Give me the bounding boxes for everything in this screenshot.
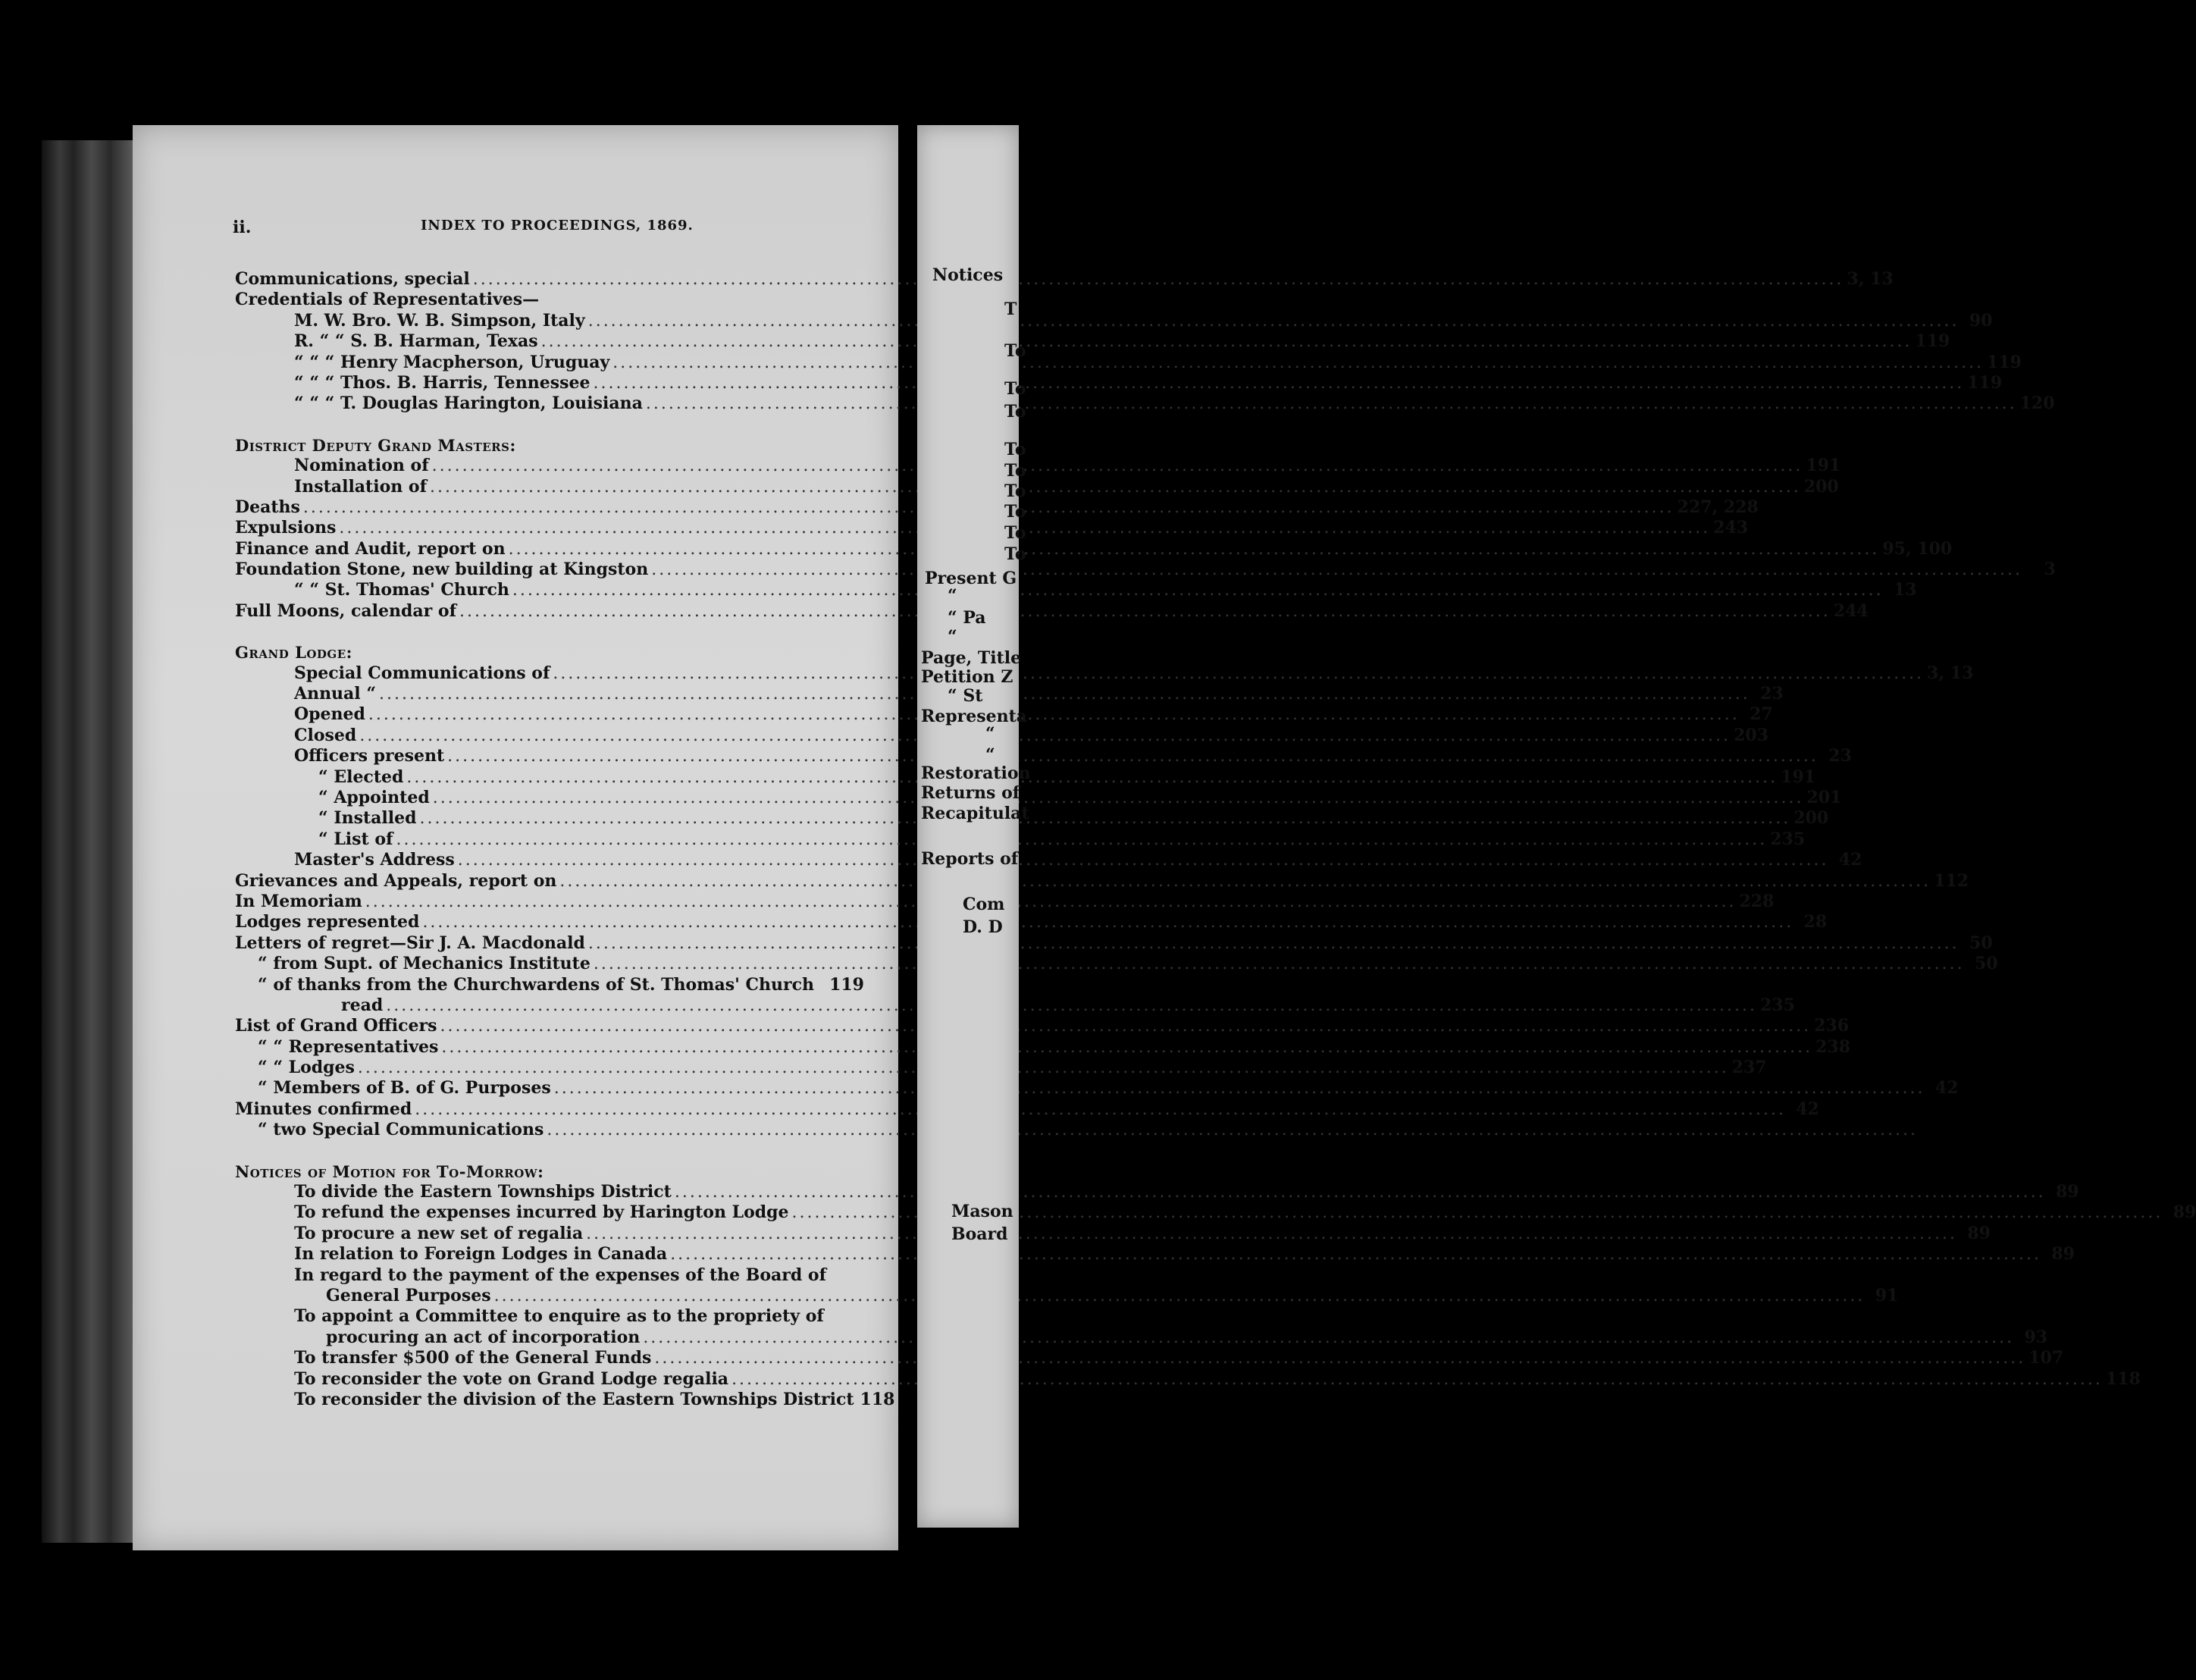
- leader-dots: [379, 684, 1750, 704]
- entry-text: Communications, special: [235, 269, 470, 289]
- entry-text: To appoint a Committee to enquire as to the propriety of: [294, 1306, 824, 1327]
- leader-dots: [547, 1120, 1918, 1140]
- entry-text: Opened: [294, 704, 365, 725]
- entry-text: Minutes confirmed: [235, 1099, 412, 1119]
- facing-page-fragment: Present G: [925, 569, 1017, 588]
- entry-text: Special Communications of: [294, 663, 550, 683]
- leader-dots: [588, 311, 1959, 331]
- entry-text: “ Installed: [318, 808, 417, 829]
- entry-text: To reconsider the division of the Eastern Townships District: [294, 1389, 854, 1409]
- entry-page-ref: 50: [1974, 954, 1998, 974]
- index-entry: [235, 1265, 864, 1286]
- section-heading: [235, 435, 864, 456]
- facing-page-fragment: “: [948, 586, 957, 606]
- entry-text: Grand Lodge:: [235, 643, 352, 663]
- entry-text: Notices of Motion for To-Morrow:: [235, 1161, 544, 1181]
- facing-page-fragment: Representa: [921, 707, 1028, 726]
- entry-page-ref: 50: [1969, 932, 1993, 953]
- leader-dots: [593, 373, 1964, 393]
- facing-page-fragments: [917, 125, 1031, 1528]
- facing-page-fragment: Mason: [951, 1202, 1013, 1221]
- leader-dots: [509, 539, 1880, 559]
- leader-dots: [541, 331, 1912, 352]
- page-header: [133, 216, 898, 239]
- index-entry: [235, 1036, 1851, 1058]
- facing-page-fragment: “: [985, 724, 995, 744]
- entry-page-ref: 27: [1750, 704, 1773, 725]
- index-entry: [235, 995, 1795, 1016]
- leader-dots: [358, 1058, 1729, 1078]
- entry-text: To procure a new set of regalia: [294, 1223, 584, 1243]
- index-entry: [235, 1016, 1850, 1036]
- entry-text: In relation to Foreign Lodges in Canada: [294, 1244, 668, 1265]
- entry-text: “ “ “ Henry Macpherson, Uruguay: [294, 352, 610, 372]
- entry-page-ref: 112: [1934, 870, 1969, 891]
- leader-dots: [651, 559, 2022, 580]
- facing-page-fragment: To: [1004, 402, 1026, 422]
- facing-page-fragment: To: [1004, 481, 1026, 501]
- entry-page-ref: 3, 13: [1847, 269, 1894, 289]
- entry-text: “ “ Representatives: [258, 1036, 439, 1057]
- leader-dots: [494, 1286, 1866, 1306]
- index-entry: [235, 1285, 1899, 1306]
- entry-text: Officers present: [294, 746, 445, 766]
- entry-text: In regard to the payment of the expenses of the Board of: [294, 1265, 827, 1285]
- entry-text: “ “ “ T. Douglas Harington, Louisiana: [294, 393, 643, 414]
- index-entry: [235, 1327, 2048, 1348]
- section-heading: [235, 642, 864, 663]
- index-entry: [235, 1120, 864, 1140]
- entry-page-ref: 107: [2028, 1348, 2064, 1368]
- entry-text: Finance and Audit, report on: [235, 538, 506, 559]
- entry-page-ref: 89: [1967, 1223, 1991, 1243]
- entry-text: “ “ Lodges: [258, 1058, 355, 1078]
- leader-dots: [368, 704, 1740, 725]
- entry-page-ref: 93: [2024, 1327, 2048, 1347]
- entry-page-ref: 23: [1828, 746, 1852, 766]
- index-entry: [235, 746, 1852, 766]
- facing-page-fragment: To: [1004, 544, 1026, 564]
- facing-page-fragment: Com: [963, 895, 1005, 914]
- leader-dots: [654, 1348, 2025, 1368]
- leader-dots: [386, 995, 1757, 1016]
- facing-page-fragment: Petition Z: [921, 667, 1013, 687]
- entry-text: List of Grand Officers: [235, 1016, 437, 1036]
- leader-dots: [512, 580, 1884, 600]
- entry-page-ref: 119: [1987, 352, 2022, 372]
- facing-page-fragment: “: [985, 745, 995, 765]
- entry-text: R. “ “ S. B. Harman, Texas: [294, 331, 538, 352]
- index-entry: [235, 725, 1769, 746]
- index-entry: [235, 829, 1806, 850]
- entry-text: To divide the Eastern Townships District: [294, 1182, 672, 1202]
- facing-page-fragment: To: [1004, 502, 1026, 522]
- entry-text: Nomination of: [294, 456, 429, 476]
- leader-dots: [643, 1327, 2014, 1348]
- facing-page-fragment: To: [1004, 461, 1026, 481]
- entry-page-ref: 89: [2055, 1182, 2079, 1202]
- entry-page-ref: 119: [829, 974, 864, 995]
- leader-dots: [359, 726, 1731, 746]
- index-entry: [235, 580, 1917, 600]
- entry-page-ref: 238: [1815, 1036, 1851, 1057]
- entry-page-ref: 228: [1739, 891, 1775, 911]
- entry-text: Grievances and Appeals, report on: [235, 870, 557, 891]
- index-entry: [235, 1078, 1959, 1099]
- page-number: ii.: [233, 218, 252, 237]
- index-entry: [235, 352, 2022, 373]
- section-gap: [235, 415, 864, 435]
- entry-page-ref: 28: [1803, 912, 1828, 932]
- entry-page-ref: 3: [2044, 559, 2056, 580]
- entry-text: General Purposes: [326, 1285, 491, 1305]
- entry-text: To refund the expenses incurred by Harington Lodge: [294, 1202, 789, 1223]
- entry-text: Lodges represented: [235, 912, 420, 932]
- entry-text: “ List of: [318, 829, 393, 849]
- entry-text: “ Members of B. of G. Purposes: [258, 1078, 551, 1099]
- index-entry: [235, 1058, 1767, 1078]
- entry-page-ref: 119: [1915, 331, 1950, 352]
- leader-dots: [422, 912, 1793, 932]
- leader-dots: [420, 808, 1791, 829]
- entry-page-ref: 120: [2019, 393, 2055, 414]
- entry-page-ref: 23: [1760, 684, 1784, 704]
- facing-page-fragment: “ Pa: [948, 608, 986, 628]
- entry-text: procuring an act of incorporation: [326, 1327, 641, 1347]
- facing-page: [917, 125, 1031, 1528]
- leader-dots: [554, 1078, 1925, 1099]
- entry-page-ref: 90: [1969, 310, 1993, 331]
- leader-dots: [396, 829, 1767, 850]
- entry-page-ref: 237: [1731, 1058, 1767, 1078]
- leader-dots: [406, 767, 1778, 788]
- entry-text: “ from Supt. of Mechanics Institute: [258, 954, 591, 974]
- entry-text: “ Appointed: [318, 787, 430, 807]
- facing-page-fragment: To: [1004, 440, 1026, 459]
- facing-page-fragment: Restoration: [921, 763, 1031, 783]
- facing-page-fragment: T: [1004, 299, 1017, 319]
- index-entry: [235, 975, 864, 995]
- index-entry: [235, 954, 1998, 974]
- leader-dots: [675, 1182, 2046, 1202]
- entry-page-ref: 191: [1806, 456, 1841, 476]
- entry-text: “ Elected: [318, 766, 404, 787]
- entry-text: “ “ St. Thomas' Church: [294, 580, 509, 600]
- entry-text: Foundation Stone, new building at Kingston: [235, 559, 649, 580]
- entry-text: To reconsider the vote on Grand Lodge regalia: [294, 1368, 729, 1389]
- entry-page-ref: 201: [1806, 787, 1842, 807]
- leader-dots: [473, 269, 1844, 290]
- facing-page-fragment: To: [1004, 341, 1026, 361]
- entry-page-ref: 42: [1934, 1078, 1959, 1099]
- entry-text: Letters of regret—Sir J. A. Macdonald: [235, 932, 585, 953]
- leader-dots: [553, 663, 1924, 684]
- entry-page-ref: 244: [1833, 600, 1869, 621]
- entry-page-ref: 200: [1803, 476, 1839, 497]
- facing-page-fragment: Reports of: [921, 849, 1019, 869]
- entry-text: Full Moons, calendar of: [235, 600, 457, 621]
- leader-dots: [588, 933, 1959, 954]
- leader-dots: [441, 1037, 1812, 1058]
- index-entry: [235, 1306, 864, 1327]
- entry-page-ref: 243: [1713, 518, 1749, 538]
- section-heading: [235, 1161, 864, 1182]
- facing-page-fragment: To: [1004, 523, 1026, 543]
- entry-text: District Deputy Grand Masters:: [235, 435, 516, 455]
- entry-text: Installation of: [294, 476, 428, 497]
- entry-page-ref: 42: [1796, 1099, 1819, 1119]
- index-entry: [235, 1368, 2141, 1390]
- entry-text: read: [341, 995, 384, 1015]
- entry-text: “ two Special Communications: [258, 1120, 544, 1140]
- entry-text: Annual “: [294, 684, 376, 704]
- leader-dots: [458, 850, 1829, 870]
- leader-dots: [433, 788, 1804, 808]
- entry-text: “ “ “ Thos. B. Harris, Tennessee: [294, 372, 591, 393]
- facing-page-fragment: “ St: [948, 686, 983, 706]
- leader-dots: [594, 954, 1965, 974]
- running-title: INDEX TO PROCEEDINGS, 1869.: [421, 218, 694, 234]
- leader-dots: [415, 1099, 1786, 1120]
- index-entry: [235, 1348, 2064, 1368]
- facing-page-fragment: Recapitulat: [921, 804, 1029, 823]
- facing-page-fragment: Returns of: [921, 783, 1020, 803]
- entry-text: Expulsions: [235, 518, 337, 538]
- entry-page-ref: 118: [2105, 1368, 2141, 1389]
- leader-dots: [670, 1244, 2041, 1265]
- index-entry: [235, 932, 1993, 954]
- section-gap: [235, 1141, 864, 1161]
- entry-page-ref: 42: [1838, 850, 1862, 870]
- leader-dots: [559, 871, 1931, 892]
- index-entry: [235, 310, 1993, 331]
- entry-text: Closed: [294, 725, 357, 745]
- index-entry: [235, 1389, 895, 1410]
- entry-page-ref: 13: [1893, 580, 1917, 600]
- leader-dots: [646, 393, 2017, 414]
- index-entry: [235, 290, 864, 310]
- section-gap: [235, 622, 864, 642]
- entry-page-ref: 89: [2051, 1244, 2075, 1265]
- entry-page-ref: 119: [1967, 372, 2003, 393]
- book-spine: [42, 140, 133, 1543]
- entry-page-ref: 235: [1760, 995, 1795, 1015]
- leader-dots: [432, 456, 1803, 476]
- entry-text: Credentials of Representatives—: [235, 290, 540, 310]
- leader-dots: [586, 1224, 1957, 1244]
- entry-text: Deaths: [235, 497, 300, 517]
- index-entry: [235, 870, 1969, 892]
- index-entry: [235, 538, 1953, 559]
- facing-page-fragment: Page, Title: [921, 648, 1022, 668]
- leader-dots: [459, 601, 1831, 622]
- index-entry: [235, 1099, 1819, 1120]
- facing-page-fragment: To: [1004, 379, 1026, 399]
- leader-dots: [430, 477, 1801, 497]
- facing-page-fragment: Board: [951, 1224, 1008, 1244]
- entry-page-ref: 235: [1770, 829, 1806, 849]
- entry-text: Master's Address: [294, 850, 455, 870]
- index-entry: [235, 1244, 2075, 1265]
- entry-page-ref: 191: [1781, 766, 1816, 787]
- leader-dots: [447, 746, 1819, 766]
- leader-dots: [365, 892, 1737, 912]
- leader-dots: [440, 1016, 1811, 1036]
- entry-page-ref: 3, 13: [1927, 663, 1974, 683]
- entry-text: To transfer $500 of the General Funds: [294, 1348, 652, 1368]
- entry-page-ref: 91: [1875, 1285, 1899, 1305]
- leader-dots: [612, 353, 1984, 373]
- entry-text: M. W. Bro. W. B. Simpson, Italy: [294, 310, 585, 331]
- entry-page-ref: 89: [2173, 1202, 2196, 1223]
- facing-page-fragment: Notices: [932, 265, 1004, 285]
- entry-text: In Memoriam: [235, 891, 362, 911]
- entry-page-ref: 203: [1734, 725, 1769, 745]
- facing-page-fragment: “: [948, 627, 957, 647]
- entry-page-ref: 236: [1814, 1016, 1850, 1036]
- entry-page-ref: 118: [860, 1389, 895, 1409]
- entry-page-ref: 95, 100: [1882, 538, 1953, 559]
- entry-page-ref: 200: [1793, 808, 1829, 829]
- index-entry: [235, 1182, 2079, 1202]
- index-entry: [235, 393, 2055, 414]
- facing-page-fragment: D. D: [963, 917, 1003, 937]
- entry-text: “ of thanks from the Churchwardens of St. Thomas' Church: [258, 974, 814, 995]
- entry-page-ref: 227, 228: [1677, 497, 1759, 517]
